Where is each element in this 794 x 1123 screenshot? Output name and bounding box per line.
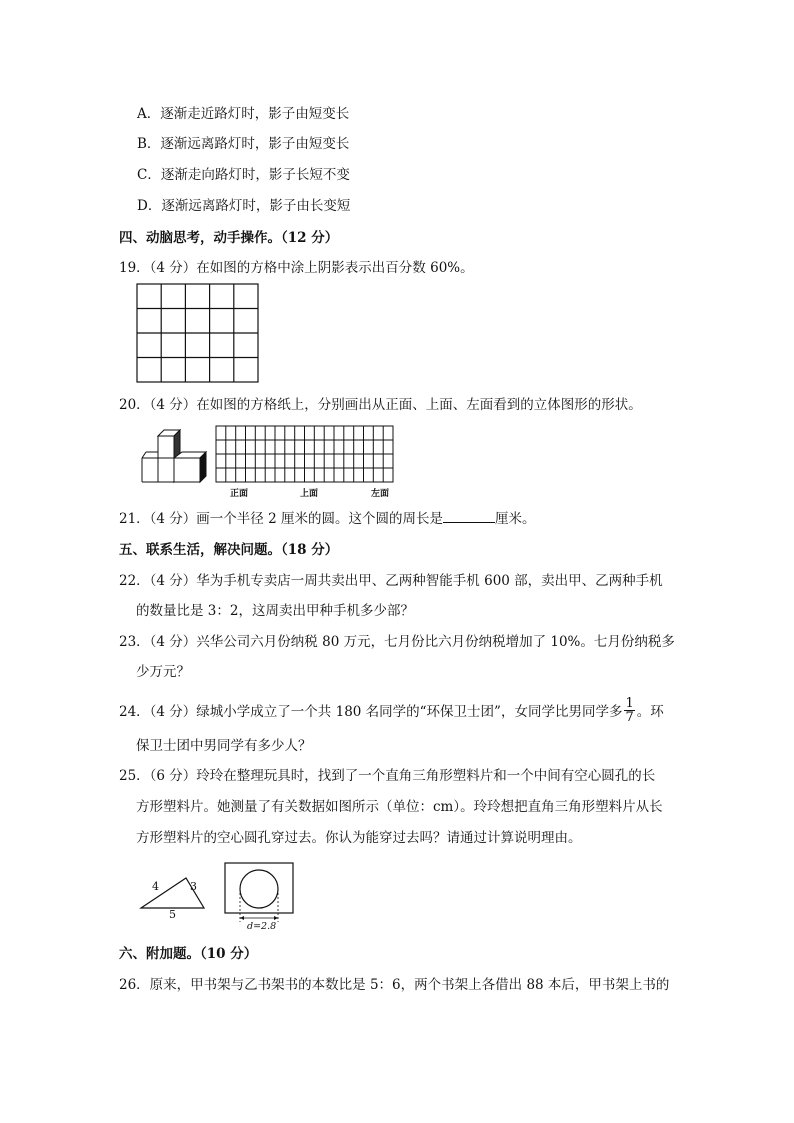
q19-grid bbox=[136, 283, 260, 384]
q21-text-after: 厘米。 bbox=[494, 511, 536, 527]
q24-fraction bbox=[624, 697, 634, 724]
question-20: 20．（4 分）在如图的方格纸上，分别画出从正面、上面、左面看到的立体图形的形状。 bbox=[119, 397, 642, 413]
option-d: D．逐渐远离路灯时，影子由长变短 bbox=[137, 198, 351, 214]
q20-grid bbox=[215, 425, 395, 485]
q21-text-before: 21．（4 分）画一个半径 2 厘米的圆。这个圆的周长是 bbox=[119, 511, 443, 527]
q24-fraction-numerator: 1 bbox=[625, 696, 634, 711]
question-22-line-2: 的数量比是 3：2，这周卖出甲种手机多少部？ bbox=[136, 603, 414, 619]
q25-diameter-label: d=2.8 bbox=[247, 921, 277, 932]
question-24-line-1 bbox=[119, 696, 664, 726]
question-24-line-2: 保卫士团中男同学有多少人？ bbox=[136, 738, 312, 754]
q24-fraction-denominator: 7 bbox=[625, 710, 634, 725]
question-26-line-1: 26．原来，甲书架与乙书架书的本数比是 5：6，两个书架上各借出 88 本后，甲书架上书的 bbox=[119, 977, 670, 993]
question-25-line-2: 方形塑料片。她测量了有关数据如图所示（单位：cm）。玲玲想把直角三角形塑料片从长 bbox=[136, 799, 663, 815]
question-23-line-2: 少万元？ bbox=[136, 664, 190, 680]
option-c: C．逐渐走向路灯时，影子长短不变 bbox=[137, 167, 350, 183]
question-22-line-1: 22．（4 分）华为手机专卖店一周共卖出甲、乙两种智能手机 600 部，卖出甲、乙两种手机 bbox=[119, 573, 663, 589]
section-5-heading: 五、联系生活，解决问题。（18 分） bbox=[119, 542, 339, 558]
question-25-line-3: 方形塑料片的空心圆孔穿过去。你认为能穿过去吗？请通过计算说明理由。 bbox=[136, 830, 582, 846]
q20-solid-figure bbox=[140, 428, 210, 488]
q24-text-before: 24．（4 分）绿城小学成立了一个共 180 名同学的“环保卫士团”，女同学比男同学多 bbox=[119, 704, 623, 720]
section-6-heading: 六、附加题。（10 分） bbox=[119, 946, 258, 962]
q24-text-after: 。环 bbox=[636, 704, 664, 720]
q20-label-front: 正面 bbox=[230, 489, 249, 499]
q25-triangle-side-5: 5 bbox=[169, 908, 176, 921]
q25-triangle-side-4: 4 bbox=[152, 880, 159, 893]
q20-label-left: 左面 bbox=[371, 489, 390, 499]
question-21 bbox=[119, 510, 535, 528]
q21-answer-blank[interactable] bbox=[443, 510, 495, 523]
question-19: 19．（4 分）在如图的方格中涂上阴影表示出百分数 60%。 bbox=[119, 260, 474, 276]
option-a: A．逐渐走近路灯时，影子由短变长 bbox=[137, 106, 350, 122]
section-4-heading: 四、动脑思考，动手操作。（12 分） bbox=[119, 230, 339, 246]
q25-triangle-side-3: 3 bbox=[190, 880, 197, 893]
option-b: B．逐渐远离路灯时，影子由短变长 bbox=[137, 136, 350, 152]
question-23-line-1: 23．（4 分）兴华公司六月份纳税 80 万元，七月份比六月份纳税增加了 10%。七月份纳税多 bbox=[119, 634, 675, 650]
q20-label-top: 上面 bbox=[300, 489, 319, 499]
question-25-line-1: 25．（6 分）玲玲在整理玩具时，找到了一个直角三角形塑料片和一个中间有空心圆孔的长 bbox=[119, 768, 656, 784]
